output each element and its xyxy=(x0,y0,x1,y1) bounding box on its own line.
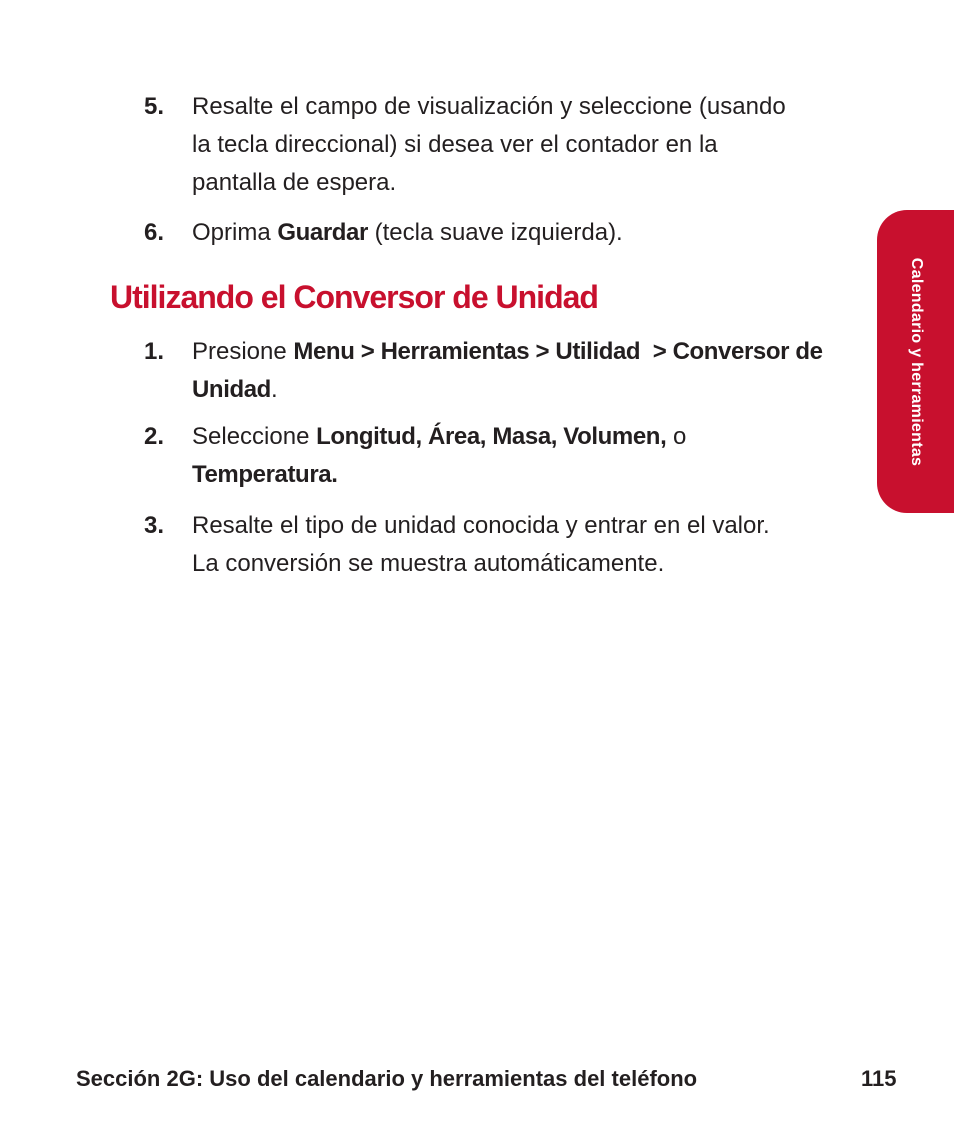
option-temperature: Temperatura. xyxy=(192,461,338,488)
footer-section-title: Sección 2G: Uso del calendario y herramientas del teléfono xyxy=(76,1066,698,1091)
step-text xyxy=(192,333,872,409)
step-line: Resalte el campo de visualización y seleccione (usando xyxy=(192,93,786,120)
chapter-side-tab-label: Calendario y herramientas xyxy=(907,257,925,466)
menu-path-item: Menu xyxy=(293,338,355,365)
menu-path-separator: > xyxy=(529,338,556,365)
step-text-pre: Oprima xyxy=(192,219,278,246)
step-line xyxy=(192,333,872,371)
step-line: La conversión se muestra automáticamente. xyxy=(192,550,665,577)
menu-path-separator: > xyxy=(640,338,673,365)
softkey-label-guardar: Guardar xyxy=(277,219,368,246)
step-text-mid: o xyxy=(666,423,687,450)
page-number: 115 xyxy=(861,1066,897,1091)
step-text-pre: Presione xyxy=(192,338,294,365)
step-number: 3. xyxy=(144,512,165,539)
step-text xyxy=(192,418,864,494)
step-text xyxy=(192,214,864,252)
menu-path-item: Conversor de xyxy=(672,338,823,365)
menu-path-separator: > xyxy=(354,338,381,365)
menu-path-item: Unidad xyxy=(192,376,271,403)
option-list: Longitud, Área, Masa, Volumen, xyxy=(316,423,667,450)
step-line: pantalla de espera. xyxy=(192,169,397,196)
step-text xyxy=(192,507,864,583)
step-number: 6. xyxy=(144,219,165,246)
menu-path-item: Herramientas xyxy=(380,338,530,365)
step-text-post: (tecla suave izquierda). xyxy=(367,219,623,246)
step-line: Resalte el tipo de unidad conocida y entrar en el valor. xyxy=(192,512,770,539)
section-heading: Utilizando el Conversor de Unidad xyxy=(110,279,598,315)
step-text-pre: Seleccione xyxy=(192,423,317,450)
step-line xyxy=(192,371,872,409)
step-number: 1. xyxy=(144,338,165,365)
menu-path-item: Utilidad xyxy=(555,338,641,365)
step-line xyxy=(192,418,864,456)
chapter-side-tab xyxy=(877,210,954,513)
step-text-post: . xyxy=(270,376,278,403)
step-text xyxy=(192,88,864,202)
step-line xyxy=(192,456,864,494)
step-number: 5. xyxy=(144,93,165,120)
step-number: 2. xyxy=(144,423,165,450)
step-line: la tecla direccional) si desea ver el contador en la xyxy=(192,131,718,158)
